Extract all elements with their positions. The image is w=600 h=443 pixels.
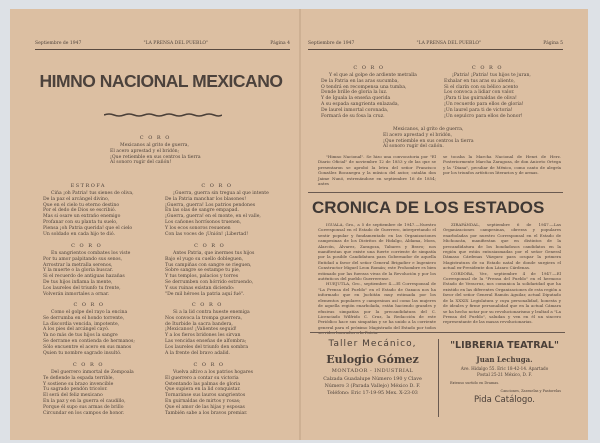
ad-note: Canciones, Zarzuelas y Pastorelas: [500, 389, 561, 393]
ad-subtitle: MONTADOR - INDUSTRIAL: [331, 368, 414, 374]
verse-line: Vuelva altivo a los patrios hogares: [173, 370, 254, 375]
verse-line: Profanar con su planta tu suelo,: [43, 219, 118, 225]
verse-line: El guerrero a contar su victoria: [165, 375, 239, 381]
divider: [308, 192, 563, 193]
verse-line: En guirnaldas de mirtos y rosas;: [165, 398, 241, 404]
left-page: [10, 9, 299, 440]
verse-line: Si a la lid contra hueste enemiga: [173, 310, 250, 315]
verse-line: La discordia vencida, impotente,: [43, 321, 120, 327]
verse-line: También sabe a los bravos premiar.: [165, 410, 248, 416]
verse-line: Antes Patria, que inermes tus hijos: [173, 251, 255, 256]
verse-line: Se derrumben con hórrido estruendo,: [165, 279, 254, 285]
verse-line: Y la muerte o la gloria buscar.: [43, 268, 114, 274]
ad-heading: Taller Mecánico,: [328, 339, 417, 349]
stanza-heading: C O R O: [471, 65, 503, 71]
stanza-heading: C O R O: [71, 243, 103, 249]
ad-cta: Pida Catálogo.: [473, 395, 535, 405]
news-item: CORDOBA, Ver., septiembre 4 de 1947.—El Corresponsal de la "Prensa del Pueblo" en el hermoso Estado de Veracruz, nos comunica la solidaridad que ha existido en las diferentes Organizaciones de esta región a favor del señor General Ramón Aguilar, actual Diputado de la XXXIX Legislatura y cuya personalidad, honesta y de ideales y firme personalidad que en la actual Cámara se ha hecho notar por su revolucionarismo y lealtad a "La Prensa del Pueblo", saludan y ven en él un sincero representante de las masas revolucionarias.: [443, 270, 561, 325]
anthem-note-right: se tocaba la Marcha Nacional de Henri de Herz. Posteriormente Marcha Zaragoza, de don Aniceto Ortega y la "Diana", peculiar de México, como canto de alegría por los triunfos artísticos literarios y de armas.: [443, 154, 561, 176]
verse-line: Bajo el yugo su cuello dobleguen,: [165, 256, 244, 262]
verse-line: Un soldado en cada hijo te dió.: [43, 231, 115, 237]
verse-line: Te defiende la espada terrible,: [43, 375, 114, 381]
verse-line: Que en el cielo tu eterno destino: [43, 202, 120, 208]
verse-line: Porque él supo sus armas de brillo: [43, 404, 124, 410]
stanza-heading: ESTROFA: [70, 183, 107, 189]
verse-line: Que supiera en la lid conquistar.: [165, 387, 241, 393]
verse-line: Las vencidas enseñas de alfombra;: [165, 338, 247, 344]
verse-line: Al sonoro rugir del cañón!: [110, 160, 172, 166]
verse-line: Como el golpe del rayo la encina: [51, 310, 128, 315]
verse-line: Al sonoro rugir del cañón.: [383, 144, 444, 150]
verse-line: ¡Guerra, guerra! Los patrios pendones: [165, 202, 256, 208]
verse-line: A la frente del bravo adalid.: [165, 350, 231, 356]
verse-line: Los cañones horrísonos truenen,: [165, 219, 242, 225]
verse-line: ¡Un sepulcro para ellos de honor!: [444, 113, 523, 119]
verse-line: Piensa ¡oh Patria querida! que el cielo: [43, 225, 133, 231]
chorus-heading: C O R O: [139, 135, 171, 141]
stanza-heading: C O R O: [73, 302, 105, 308]
main-chorus: [110, 135, 201, 166]
wavy-divider: [104, 113, 222, 117]
verse-line: Circundar en los campos de honor.: [43, 410, 125, 416]
ad-divider: [438, 339, 439, 417]
stanza-heading: C O R O: [201, 183, 233, 189]
ad-name: "LIBRERIA TEATRAL": [450, 340, 559, 351]
stanza-heading: C O R O: [194, 243, 226, 249]
verse-line: Y sostiene su brazo invencible: [43, 381, 114, 387]
verse-line: de Iturbide la sacra bandera,: [165, 321, 233, 327]
page-header: [35, 41, 290, 50]
verse-line: ¡Para ti las guirnaldas de oliva!: [444, 96, 517, 102]
verse-line: Del guerrero inmortal de Zempoala: [51, 370, 134, 375]
verse-line: Formará de su fosa la cruz.: [321, 113, 385, 119]
verse-line: Los convoca a lidiar con valor.: [444, 90, 515, 96]
verse-line: ¡Que retiemble en sus centros la tierra: [383, 138, 474, 144]
verse-line: Si el clarín con su bélico acento: [444, 84, 519, 90]
stanza-heading: C O R O: [72, 362, 104, 368]
verse-line: Tornaránse sus lauros sangrientos: [165, 393, 246, 399]
page-header: [308, 41, 563, 50]
verse-line: Tus campiñas con sangre se rieguen,: [165, 262, 252, 268]
verse-line: ¡Un recuerdo para ellos de gloria!: [444, 101, 524, 107]
verse-line: En la paz y en la guerra el caudillo,: [43, 398, 126, 404]
verse-line: Ciña ¡oh Patria! tus sienes de oliva,: [51, 191, 134, 196]
verse-line: A su espada sangrienta enlazada,: [321, 101, 400, 107]
ad-address: Número 3 (Parada Vallejo) México D. F.: [324, 384, 421, 389]
verse-line: O tendrá en recompensa una tumba,: [321, 84, 407, 90]
verse-line: De la Patria manchar los blasones!: [165, 196, 247, 202]
ad-address: Postal 25-21 México, D. F.: [476, 372, 533, 377]
ad-address: Ave. Hidalgo 55. Eric 18-42-14. Apartado: [460, 366, 549, 371]
verse-line: ¡Que retiemble en sus centros la tierra: [110, 154, 201, 160]
verse-line: En las olas de sangre empapad.: [165, 208, 239, 214]
ad-libreria-teatral: [442, 340, 567, 405]
divider: [310, 332, 565, 333]
verse-line: Mas si osare un extraño enemigo: [43, 214, 121, 220]
verse-line: Que el amor de las hijas y esposas: [165, 404, 245, 410]
verse-line: Por tu amor palpitando sus senos,: [43, 256, 123, 262]
verse-line: El acero aprestad y el bridón,: [383, 132, 453, 138]
cronica-col1: [318, 222, 436, 336]
verse-line: ¡Mexicanos! ¡Valientes seguid!: [165, 327, 237, 333]
header-date: Septiembre de 1947: [308, 41, 355, 46]
verse-line: Arrostrar la metralla serenos,: [43, 262, 113, 268]
ad-name: Eulogio Gómez: [326, 353, 419, 366]
ad-taller-mecanico: [310, 339, 435, 397]
verse-line: El será del feliz mexicano: [43, 393, 103, 399]
verse-line: El acero aprestad y el bridón;: [110, 148, 180, 154]
cronica-col2: [443, 222, 561, 325]
header-paper: "LA PRENSA DEL PUEBLO": [416, 41, 482, 46]
verse-line: Tu sagrado pendón tricolor.: [43, 387, 108, 393]
stanza-heading: C O R O: [193, 362, 225, 368]
verse-line: Y el que al golpe de ardiente metralla: [329, 73, 417, 78]
ad-address: Calzada Guadalupe Número 190 y Clave: [323, 377, 422, 382]
header-paper: "LA PRENSA DEL PUEBLO": [143, 41, 209, 46]
stanza: [321, 65, 417, 119]
verse-line: En sangrientos combates los viste: [51, 251, 131, 256]
verse-line: Mexicanos, al grito de guerra,: [393, 127, 464, 132]
verse-line: Sobre sangre se estampe tu pie,: [165, 268, 241, 274]
verse-line: Con las voces de ¡Unión! ¡Libertad!: [165, 231, 249, 237]
header-date: Septiembre de 1947: [35, 41, 82, 46]
verse-line: ¡Patria! ¡Patria! tus hijos te juran,: [452, 73, 531, 78]
anthem-note-left: "Himno Nacional". Se hizo una convocatoria por "El Diario Oficial" de noviembre 12 de 1853 y de las que se presentaron se aprobó la letra del señor Francisco González Bocanegra y la música del autor, catalán don Jaime Nunó, estrenándose en septiembre 16 de 1854; antes: [318, 154, 436, 187]
verse-line: De tus hijos inflama la mente,: [43, 279, 113, 285]
news-item: HUEJUTLA, Gro., septiembre 4.—El Corresponsal de "La Prensa del Pueblo" en el Estado de Oaxaca nos ha informado que en Juchitán muy estimada por los elementos populares y campesinos así como las mujeres de aquella región enarbolada, están haciendo grandes y efusivas simpatías por la precandidatura del C. Licenciado Wilfrido C. Cruz, la Redacción de este Periódico hace sus simpatías y se ha unido a la corriente general para el próximo Magistrado del Estado por todos: [318, 281, 436, 330]
verse-line: A los pies del arcángel cayó.: [43, 327, 110, 333]
ad-owner: Juan Lechuga.: [476, 355, 533, 364]
verse-line: Los laureles del triunfo tu frente,: [43, 285, 121, 291]
closing-chorus: [383, 127, 474, 150]
stanza: [43, 302, 135, 356]
stanza: [43, 183, 134, 237]
header-page: Página 4: [270, 41, 290, 46]
verse-line: Ostentando las palmas de gloria: [165, 381, 241, 387]
news-item: ZIRAPÁNDAL, septiembre 6 de 1947.—Las Organizaciones campesinas, obreras y populares enarboladas por nuestro Corresponsal en el Estado de Michoacán, manifiestan que en distintos de la precandidatura de los bondadosos candidatos en la región que están entusiasmadas por el señor General Dámaso Cárdenas Vázquez para ocupar la primera Magistratura de su Estado natal de donde surgiera el actual ex-Presidente don Lázaro Cárdenas.: [443, 222, 561, 271]
verse-line: Los laureles del triunfo den sombra: [165, 344, 249, 350]
verse-line: Y los ecos sonoros resuenen: [165, 225, 231, 231]
verse-line: Nos convoca la trompa guerrera,: [165, 315, 243, 321]
verse-line: Ya no más de tus hijos la sangre: [43, 333, 118, 339]
ad-phone: Teléfono: Eric 17-19-95 Mex. X-23-03: [327, 391, 418, 396]
verse-line: Se derrumba en el hondo torrente,: [43, 315, 125, 321]
verse-line: "De mil héroes la patria aquí fué".: [165, 291, 245, 297]
verse-line: Y de Iguala la enseña querida: [321, 96, 391, 102]
verse-line: ¡Un laurel para ti de victoria!: [444, 107, 513, 113]
news-item: IGUALA, Gro., a 5 de septiembre de 1947.—Nuestro Corresponsal en el Estado de Guerrero, interpretando el sentir popular y fundamentado en las Organizaciones campesinas de los Distritos de Hidalgo, Aldama, Mora, Alarcón, Álvarez, Zaragoza, Tabares y Bravo; nos manifiestan que existe una fuerte corriente de simpatía por la posible Candidatura para Gobernador de aquella Entidad a favor del señor General Brigadier e Ingeniero Constructor Miguel Leon Román; este Prohombre es bien estimado por las fuerzas vivas de la Revolución y por los auténticos del pueblo Guerrerense.: [318, 222, 436, 282]
header-page: Página 5: [543, 41, 563, 46]
verse-line: Si el recuerdo de antiguas hazañas: [43, 274, 125, 280]
verse-line: De la paz el arcángel divino,: [43, 196, 110, 202]
stanza: [165, 362, 253, 416]
stanza: [165, 183, 269, 237]
anthem-title: HIMNO NACIONAL MEXICANO: [39, 71, 283, 91]
stanza: [444, 65, 531, 119]
verse-line: Donde brille de gloria la luz.: [321, 90, 388, 96]
stanza-heading: C O R O: [353, 65, 385, 71]
stanza: [43, 243, 130, 297]
verse-line: De laurel inmortal coronada,: [321, 107, 389, 113]
stanza: [43, 362, 134, 416]
verse-line: ¡Guerra, guerra! en el monte, en el valle,: [165, 214, 261, 220]
verse-line: Volverán inmortales a ornar.: [43, 291, 110, 297]
verse-line: Y tus templos, palacios y torres: [165, 274, 239, 280]
stanza: [165, 243, 254, 297]
cronica-title: CRONICA DE LOS ESTADOS: [312, 198, 545, 217]
verse-line: Por el dedo de Dios se escribió.: [43, 208, 117, 214]
verse-line: Sólo encuentre el acero en sus manos: [43, 344, 132, 350]
verse-line: Exhalar en tus aras su aliento,: [444, 78, 515, 84]
ad-note: Extenso surtido en Dramas.: [450, 381, 500, 385]
verse-line: De la Patria en las aras sucumba,: [321, 78, 399, 84]
verse-line: ¡Guerra, guerra sin tregua al que intente: [173, 191, 269, 196]
verse-line: Y a los fieros bridones les sirvan: [165, 333, 241, 339]
verse-line: Se derrame en contienda de hermanos;: [43, 338, 135, 344]
verse-line: Quien tu nombre sagrado insultó.: [43, 350, 122, 356]
stanza: [165, 302, 250, 356]
verse-line: Mexicanos al grito de guerra,: [120, 143, 190, 148]
newspaper-spread: [10, 9, 588, 440]
verse-line: Y sus ruinas existan diciendo:: [165, 285, 235, 291]
stanza-heading: C O R O: [191, 302, 223, 308]
